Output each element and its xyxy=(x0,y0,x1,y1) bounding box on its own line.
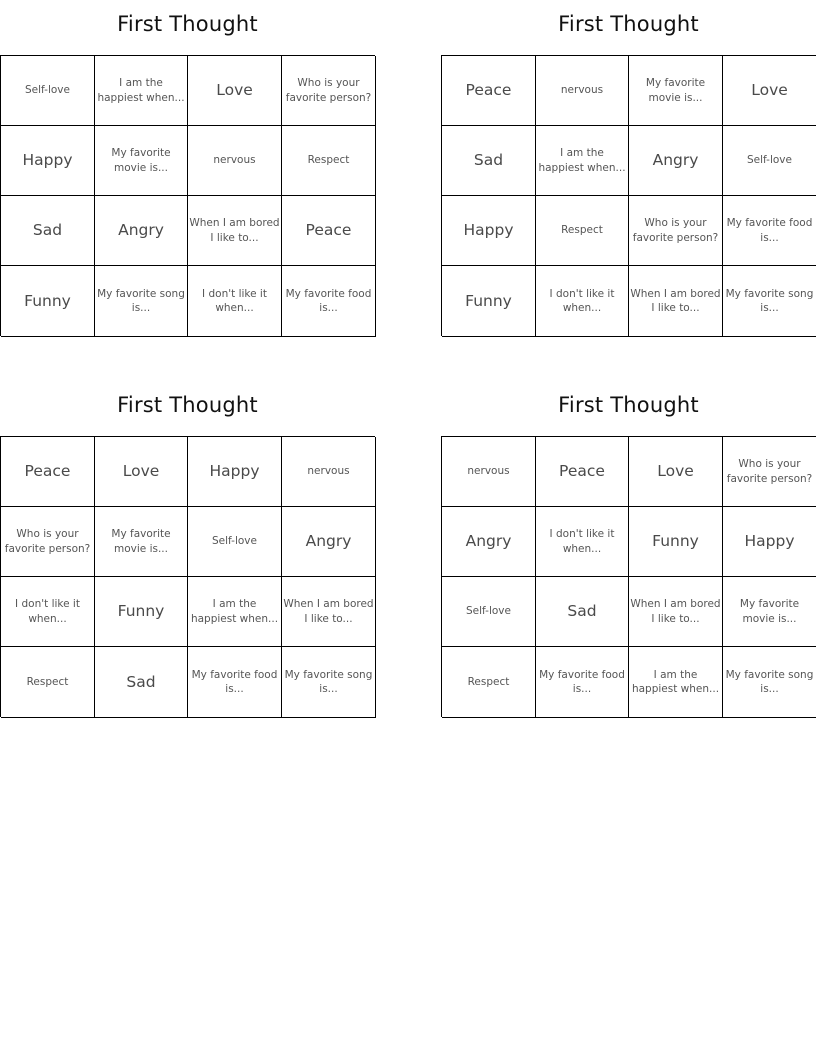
bingo-cell: Happy xyxy=(188,437,282,507)
bingo-cell: My favorite song is... xyxy=(723,647,816,718)
bingo-cell: Self-love xyxy=(442,577,536,647)
bingo-cell: Happy xyxy=(442,196,536,266)
bingo-cell: I am the happiest when... xyxy=(95,56,188,126)
bingo-cell: When I am bored I like to... xyxy=(629,577,723,647)
bingo-cell: Angry xyxy=(282,507,376,577)
bingo-cell: My favorite song is... xyxy=(282,647,376,718)
bingo-cell: I don't like it when... xyxy=(1,577,95,647)
bingo-cell: When I am bored I like to... xyxy=(188,196,282,266)
bingo-cell: My favorite food is... xyxy=(536,647,629,718)
bingo-cell: Who is your favorite person? xyxy=(629,196,723,266)
bingo-cell: Respect xyxy=(442,647,536,718)
bingo-cell: nervous xyxy=(442,437,536,507)
bingo-cell: I am the happiest when... xyxy=(536,126,629,196)
bingo-cell: Love xyxy=(188,56,282,126)
bingo-cell: Peace xyxy=(536,437,629,507)
bingo-cell: Love xyxy=(723,56,816,126)
bingo-cell: Sad xyxy=(442,126,536,196)
bingo-cell: My favorite food is... xyxy=(188,647,282,718)
bingo-cell: nervous xyxy=(536,56,629,126)
card-title: First Thought xyxy=(558,393,699,417)
bingo-cell: Love xyxy=(95,437,188,507)
bingo-cell: Self-love xyxy=(723,126,816,196)
bingo-cell: Self-love xyxy=(188,507,282,577)
bingo-cell: My favorite movie is... xyxy=(629,56,723,126)
bingo-cell: My favorite song is... xyxy=(723,266,816,337)
bingo-cell: Respect xyxy=(282,126,376,196)
bingo-cell: Respect xyxy=(536,196,629,266)
bingo-cell: My favorite song is... xyxy=(95,266,188,337)
bingo-cell: Self-love xyxy=(1,56,95,126)
bingo-cell: I don't like it when... xyxy=(536,507,629,577)
bingo-cell: Peace xyxy=(1,437,95,507)
bingo-cell: I don't like it when... xyxy=(536,266,629,337)
bingo-cell: Angry xyxy=(95,196,188,266)
bingo-cell: When I am bored I like to... xyxy=(282,577,376,647)
bingo-cell: I am the happiest when... xyxy=(629,647,723,718)
bingo-cell: Funny xyxy=(629,507,723,577)
bingo-grid xyxy=(0,55,375,336)
bingo-cell: Who is your favorite person? xyxy=(1,507,95,577)
bingo-cell: nervous xyxy=(282,437,376,507)
bingo-cell: Funny xyxy=(442,266,536,337)
bingo-cell: My favorite movie is... xyxy=(95,507,188,577)
bingo-cell: When I am bored I like to... xyxy=(629,266,723,337)
bingo-grid xyxy=(441,55,816,336)
card-title: First Thought xyxy=(558,12,699,36)
bingo-cell: Happy xyxy=(723,507,816,577)
bingo-cell: Who is your favorite person? xyxy=(723,437,816,507)
bingo-grid xyxy=(0,436,375,717)
bingo-cell: Funny xyxy=(1,266,95,337)
bingo-cell: Funny xyxy=(95,577,188,647)
bingo-cell: My favorite food is... xyxy=(282,266,376,337)
bingo-cell: Sad xyxy=(536,577,629,647)
bingo-cell: My favorite movie is... xyxy=(95,126,188,196)
bingo-cell: Happy xyxy=(1,126,95,196)
bingo-cell: Angry xyxy=(442,507,536,577)
bingo-cell: Sad xyxy=(1,196,95,266)
card-title: First Thought xyxy=(117,393,258,417)
bingo-cell: Sad xyxy=(95,647,188,718)
bingo-cell: Angry xyxy=(629,126,723,196)
bingo-cell: I don't like it when... xyxy=(188,266,282,337)
bingo-cell: Peace xyxy=(282,196,376,266)
bingo-grid xyxy=(441,436,816,717)
bingo-cell: My favorite movie is... xyxy=(723,577,816,647)
bingo-cell: nervous xyxy=(188,126,282,196)
card-title: First Thought xyxy=(117,12,258,36)
bingo-cell: Respect xyxy=(1,647,95,718)
bingo-cell: Peace xyxy=(442,56,536,126)
bingo-cell: Love xyxy=(629,437,723,507)
bingo-cell: Who is your favorite person? xyxy=(282,56,376,126)
bingo-cell: My favorite food is... xyxy=(723,196,816,266)
bingo-cell: I am the happiest when... xyxy=(188,577,282,647)
